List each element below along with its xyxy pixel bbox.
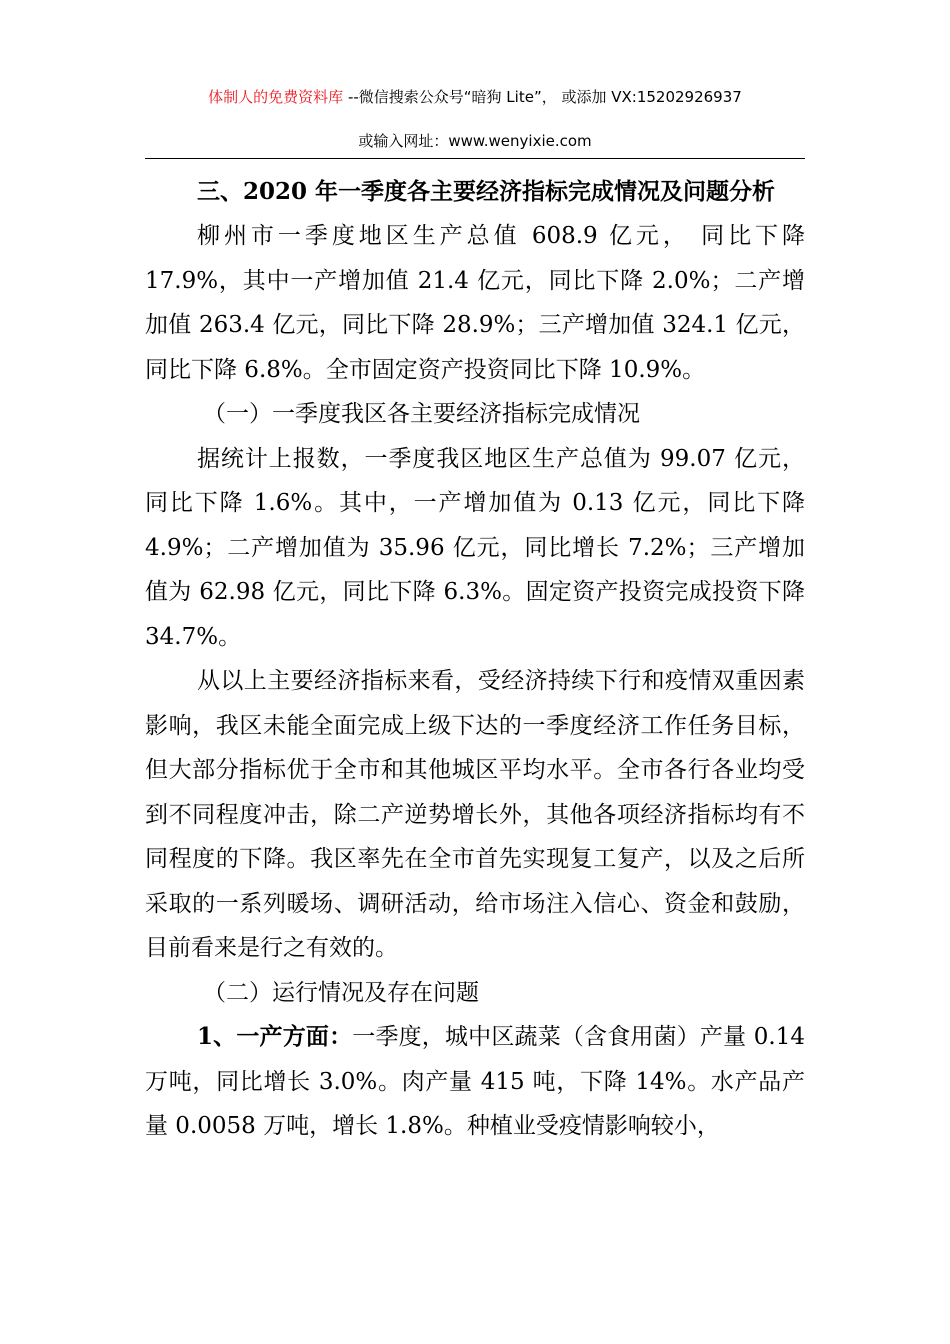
paragraph-city-gdp: 柳州市一季度地区生产总值 608.9 亿元， 同比下降 17.9%，其中一产增加值 21.4 亿元，同比下降 2.0%；二产增加值 263.4 亿元，同比下降 28.9%；三产增加值 324.1 亿元，同比下降 6.8%。全市固定资产投资同比下降 10.9%。 <box>145 223 805 383</box>
document-body <box>145 170 805 1149</box>
header-info: --微信搜索公众号“暗狗 Lite”， 或添加 VX:15202926937 <box>343 88 742 106</box>
subsection-title-1: （一）一季度我区各主要经济指标完成情况 <box>203 401 640 427</box>
paragraph-body: 一季度，城中区蔬菜（含食用菌）产量 0.14 万吨，同比增长 3.0%。肉产量 415 吨，下降 14%。水产品产量 0.0058 万吨，增长 1.8%。种植业受疫情影响较小， <box>145 1024 805 1139</box>
header-brand: 体制人的免费资料库 <box>208 88 344 106</box>
paragraph-analysis: 从以上主要经济指标来看，受经济持续下行和疫情双重因素影响，我区未能全面完成上级下达的一季度经济工作任务目标，但大部分指标优于全市和其他城区平均水平。全市各行各业均受到不同程度冲击，除二产逆势增长外，其他各项经济指标均有不同程度的下降。我区率先在全市首先实现复工复产，以及之后所采取的一系列暖场、调研活动，给市场注入信心、资金和鼓励，目前看来是行之有效的。 <box>145 668 805 961</box>
subsection-title-2: （二）运行情况及存在问题 <box>203 979 479 1006</box>
paragraph-primary-industry <box>145 1015 805 1149</box>
paragraph-lead: 1、一产方面： <box>197 1023 353 1050</box>
paragraph-district-gdp: 据统计上报数，一季度我区地区生产总值为 99.07 亿元，同比下降 1.6%。其中，一产增加值为 0.13 亿元，同比下降 4.9%；二产增加值为 35.96 亿元，同比增长 7.2%；三产增加值为 62.98 亿元，同比下降 6.3%。固定资产投资完成投资下降 34.7%。 <box>145 445 805 650</box>
section-heading: 三、2020 年一季度各主要经济指标完成情况及问题分析 <box>197 178 776 205</box>
header-url: 或输入网址：www.wenyixie.com <box>358 132 592 150</box>
header-divider <box>145 158 805 159</box>
watermark-header <box>0 84 950 110</box>
